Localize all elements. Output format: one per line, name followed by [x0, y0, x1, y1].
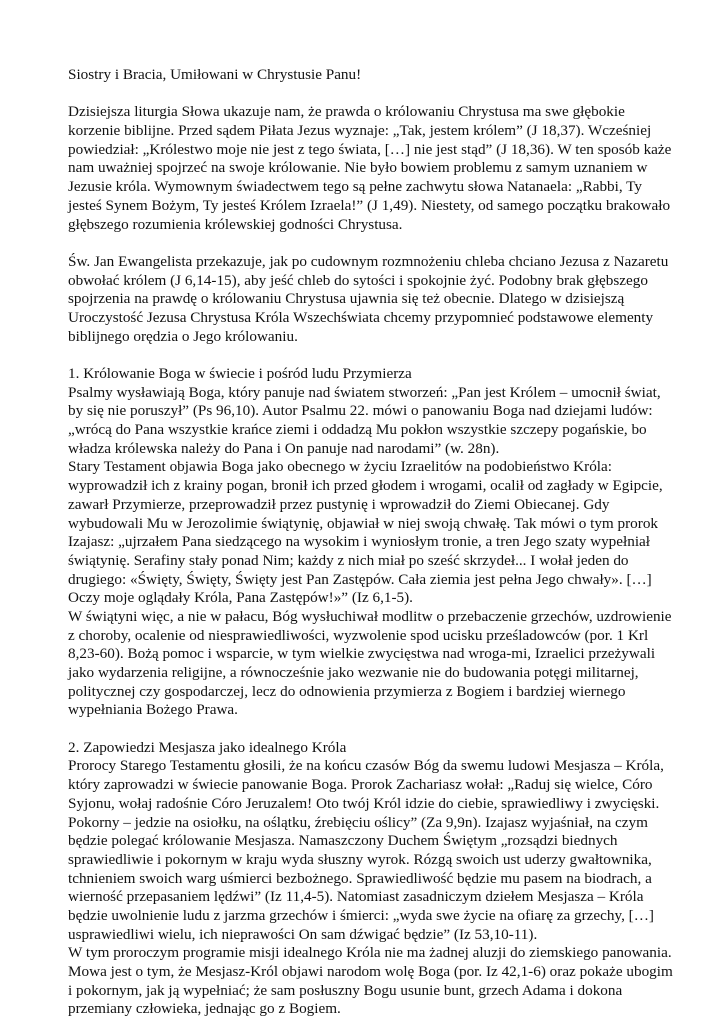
text-line: wierność przepasaniem lędźwi” (Iz 11,4-5). Natomiast zasadniczym dziełem Mesjasza – Króla [68, 888, 644, 906]
text-line: i pokornym, jak ją wypełniać; że sam posłuszny Bogu usunie bunt, grzech Adama i dokona [68, 981, 623, 999]
paragraph-spacer [68, 346, 668, 365]
text-line: jesteś Synem Bożym, Ty jesteś Królem Izraela!” (J 1,49). Niestety, od samego początku brakowało [68, 196, 671, 214]
text-line: Pokorny – jedzie na osiołku, na oślątku, źrebięciu oślicy” (Za 9,9n). Izajasz wyjaśniał, na czym [68, 813, 648, 831]
text-line: nam uważniej spojrzeć na swoje królowanie. Nie było bowiem problemu z samym uznaniem w [68, 159, 648, 177]
text-line: wypełniania Bożego Prawa. [68, 701, 238, 719]
text-line: korzenie biblijne. Przed sądem Piłata Jezus wyznaje: „Tak, jestem królem” (J 18,37). Wcześniej [68, 122, 652, 140]
text-line: wybudowali Mu w Jerozolimie świątynię, objawiał w niej swoją chwałę. Tak mówi o tym prorok [68, 514, 659, 532]
second-paragraph [68, 253, 668, 346]
text-line: Stary Testament objawia Boga jako obecnego w życiu Izraelitów na podobieństwo Króla: [68, 458, 612, 476]
text-line: Oczy moje oglądały Króla, Pana Zastępów!»” (Iz 6,1-5). [68, 589, 413, 607]
text-line: tchnieniem swoich warg uśmierci bezbożnego. Sprawiedliwość będzie mu pasem na biodrach, a [68, 869, 652, 887]
text-line: będzie uwolnienie ludu z jarzma grzechów i śmierci: „wyda swe życie na ofiarę za grzechy, […] [68, 906, 654, 924]
text-line: z choroby, ocalenie od niesprawiedliwości, wyzwolenie spod ucisku prześladowców (por. 1 Krl [68, 626, 649, 644]
text-line: Uroczystość Jezusa Chrystusa Króla Wszechświata chcemy przypomnieć podstawowe elementy [68, 308, 654, 326]
text-line: politycznej czy gospodarczej, lecz do odnowienia przymierza z Bogiem i bardziej wiernego [68, 682, 626, 700]
text-line: Izajasz: „ujrzałem Pana siedzącego na wysokim i wyniosłym tronie, a tren Jego szaty wypełniał [68, 533, 650, 551]
text-line: świątynię. Serafiny stały ponad Nim; każdy z nich miał po sześć skrzydeł... I wołał jeden do [68, 551, 629, 569]
text-line: Jezusie króla. Wymownym świadectwem tego są pełne zachwytu słowa Natanaela: „Rabbi, Ty [68, 178, 642, 196]
text-line: obwołać królem (J 6,14-15), aby jeść chleb do sytości i spokojnie żyć. Podobny brak głębszego [68, 271, 648, 289]
text-line: głębszego rozumienia królewskiej godności Chrystusa. [68, 215, 403, 233]
text-line: Mowa jest o tym, że Mesjasz-Król objawi narodom wolę Boga (por. Iz 42,1-6) oraz pokaże ubogim [68, 963, 673, 980]
text-line: Prorocy Starego Testamentu głosili, że na końcu czasów Bóg da swemu ludowi Mesjasza – Króla, [68, 757, 664, 775]
paragraph-spacer [68, 720, 668, 739]
text-line: sprawiedliwie i pokornym w kraju wyda słuszny wyrok. Rózgą swoich ust uderzy gwałtownika, [68, 850, 652, 868]
text-line: „wrócą do Pana wszystkie krańce ziemi i oddadzą Mu pokłon wszystkie szczepy pogańskie, bo [68, 421, 647, 439]
text-line: Psalmy wysławiają Boga, który panuje nad światem stworzeń: „Pan jest Królem – umocnił świat, [68, 383, 661, 401]
text-line: 8,23-60). Bożą pomoc i wsparcie, w tym wielkie zwycięstwa nad wroga-mi, Izraelici przeżywali [68, 645, 656, 663]
text-line: W tym proroczym programie misji idealnego Króla nie ma żadnej aluzji do ziemskiego panowania. [68, 944, 672, 962]
section-heading: 2. Zapowiedzi Mesjasza jako idealnego Króla [68, 738, 347, 756]
section-heading: 1. Królowanie Boga w świecie i pośród ludu Przymierza [68, 365, 412, 382]
text-line: by się nie poruszył” (Ps 96,10). Autor Psalmu 22. mówi o panowaniu Boga nad dziejami ludów: [68, 402, 653, 420]
greeting: Siostry i Bracia, Umiłowani w Chrystusie Panu! [68, 66, 362, 83]
text-line: który zaprowadzi w świecie panowanie Boga. Prorok Zachariasz wołał: „Raduj się wielce, Córo [68, 776, 653, 794]
document-body [68, 66, 673, 1019]
section-2 [68, 738, 673, 1019]
paragraph-spacer [68, 234, 668, 253]
text-line: Syjonu, wołaj radośnie Córo Jeruzalem! Oto twój Król idzie do ciebie, sprawiedliwy i zwycięski. [68, 794, 660, 812]
text-line: Dzisiejsza liturgia Słowa ukazuje nam, że prawda o królowaniu Chrystusa ma swe głębokie [68, 103, 625, 121]
text-line: zawarł Przymierze, przeprowadził przez pustynię i wprowadził do Ziemi Obiecanej. Gdy [68, 495, 610, 513]
paragraph-spacer [68, 85, 668, 104]
text-line: wyprowadził ich z krainy pogan, bronił ich przed głodem i wrogami, ocalił od zagłady w Egipcie, [68, 477, 663, 495]
text-line: Św. Jan Ewangelista przekazuje, jak po cudownym rozmnożeniu chleba chciano Jezusa z Nazaretu [68, 252, 669, 270]
text-line: przemiany człowieka, jednając go z Bogiem. [68, 1000, 341, 1018]
text-line: powiedział: „Królestwo moje nie jest z tego świata, […] nie jest stąd” (J 18,36). W ten sposób każe [68, 140, 672, 158]
text-line: będzie polegać królowanie Mesjasza. Namaszczony Duchem Świętym „rozsądzi biednych [68, 832, 618, 850]
text-line: biblijnego orędzia o Jego królowaniu. [68, 327, 298, 345]
text-line: usprawiedliwi wielu, ich nieprawości On sam dźwigać będzie” (Iz 53,10-11). [68, 925, 538, 943]
text-line: W świątyni więc, a nie w pałacu, Bóg wysłuchiwał modlitw o przebaczenie grzechów, uzdrowienie [68, 607, 672, 625]
section-1 [68, 365, 672, 720]
text-line: spojrzenia na prawdę o królowaniu Chrystusa ujawnia się też obecnie. Dlatego w dzisiejszą [68, 290, 625, 308]
text-line: władza królewska należy do Pana i On panuje nad narodami” (w. 28n). [68, 439, 500, 457]
text-line: jako wydarzenia religijne, a równocześnie jako wezwanie nie do budowania potęgi militarnej, [68, 664, 639, 681]
intro-paragraph [68, 103, 672, 234]
text-line: drugiego: «Święty, Święty, Święty jest Pan Zastępów. Cała ziemia jest pełna Jego chwały». […] [68, 570, 652, 588]
